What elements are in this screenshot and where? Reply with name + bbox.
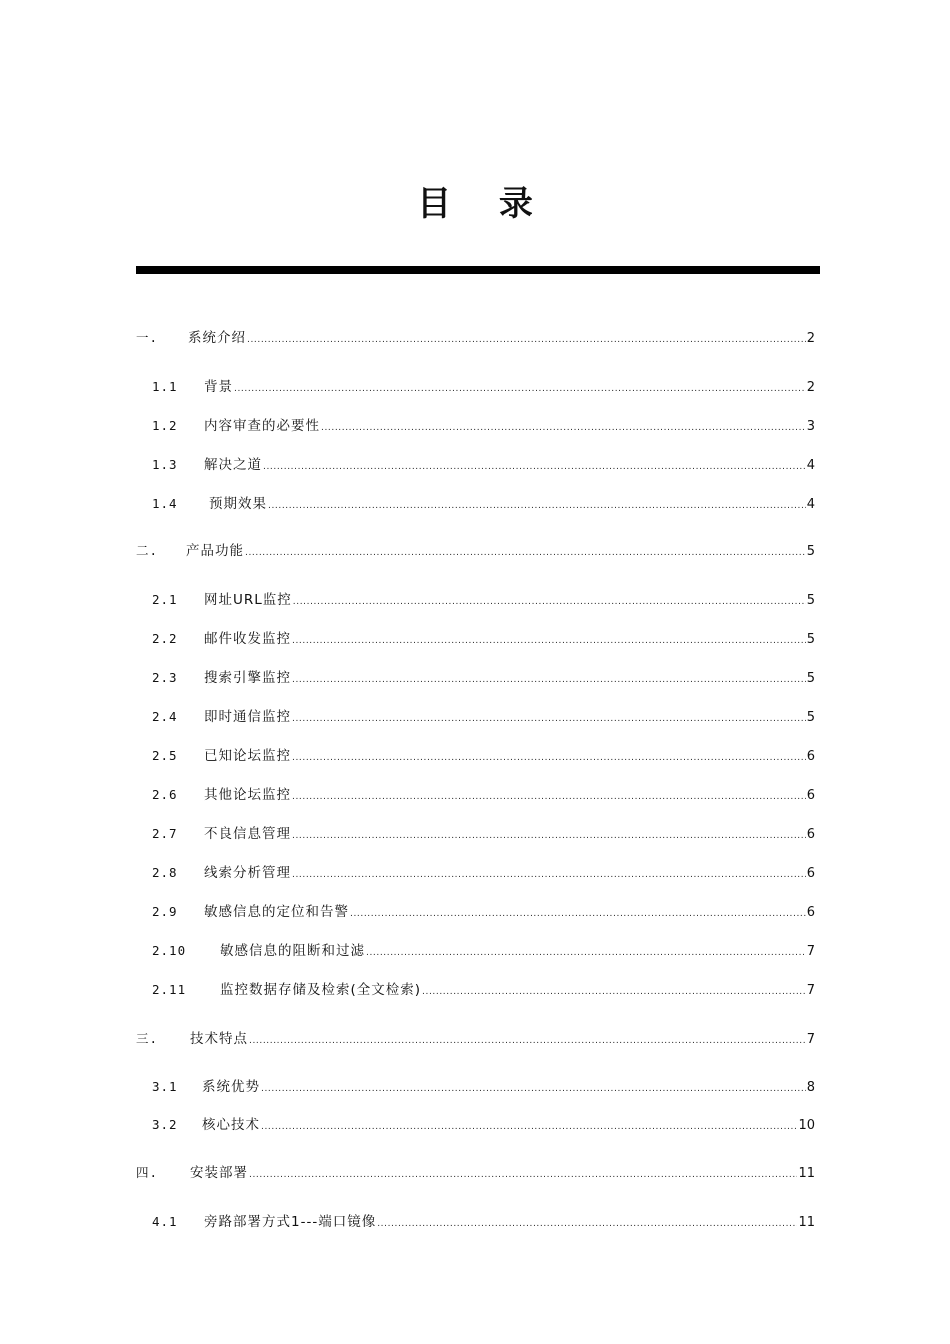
toc-entry[interactable] (136, 328, 815, 348)
toc-entry-page: 7 (806, 1032, 815, 1047)
toc-entry-number: 三. (136, 1031, 159, 1046)
toc-entry-page: 8 (806, 1080, 815, 1095)
toc-entry-number: 2.11 (152, 982, 187, 997)
toc-entry-label: 预期效果 (209, 496, 267, 512)
toc-entry[interactable] (152, 863, 815, 883)
toc-entry[interactable] (152, 455, 815, 475)
toc-entry[interactable] (152, 416, 815, 436)
toc-entry-number: 2.9 (152, 904, 178, 919)
toc-entry-number: 2.5 (152, 748, 178, 763)
toc-entry-number: 3.2 (152, 1117, 178, 1132)
toc-entry-number: 二. (136, 543, 159, 558)
toc-entry-label: 核心技术 (202, 1117, 260, 1133)
dot-leader (249, 1165, 797, 1185)
toc-entry-number: 2.4 (152, 709, 178, 724)
toc-entry-number: 1.3 (152, 457, 178, 472)
toc-entry-number: 1.1 (152, 379, 178, 394)
toc-entry-page: 7 (806, 944, 815, 959)
toc-entry-page: 10 (798, 1118, 815, 1133)
toc-entry-page: 11 (798, 1215, 815, 1230)
toc-entry-label: 解决之道 (204, 457, 262, 473)
toc-entry-page: 6 (806, 788, 815, 803)
toc-entry-label: 产品功能 (186, 543, 244, 559)
toc-entry-number: 2.2 (152, 631, 178, 646)
dot-leader (249, 1031, 806, 1051)
toc-entry-page: 5 (806, 632, 815, 647)
dot-leader (422, 982, 806, 1002)
toc-entry-page: 2 (806, 331, 815, 346)
toc-entry-label: 监控数据存储及检索(全文检索) (220, 982, 422, 998)
toc-entry-page: 5 (806, 671, 815, 686)
toc-entry-page: 4 (806, 497, 815, 512)
dot-leader (263, 457, 806, 477)
toc-title: 目 录 (417, 184, 551, 224)
toc-entry-page: 3 (806, 419, 815, 434)
dot-leader (292, 631, 806, 651)
toc-entry-number: 2.10 (152, 943, 187, 958)
toc-entry[interactable] (152, 902, 815, 922)
toc-entry-number: 2.1 (152, 592, 178, 607)
toc-entry-page: 6 (806, 866, 815, 881)
toc-entry[interactable] (136, 541, 815, 561)
toc-entry-label: 系统介绍 (188, 330, 246, 346)
toc-entry-page: 5 (806, 544, 815, 559)
toc-entry-label: 网址URL监控 (204, 592, 292, 608)
toc-entry-label: 不良信息管理 (204, 826, 291, 842)
dot-leader (292, 826, 806, 846)
toc-entry-label: 敏感信息的定位和告警 (204, 904, 349, 920)
toc-entry[interactable] (152, 629, 815, 649)
dot-leader (366, 943, 806, 963)
dot-leader (292, 787, 806, 807)
toc-entry-number: 4.1 (152, 1214, 178, 1229)
toc-entry[interactable] (152, 941, 815, 961)
toc-entry-number: 一. (136, 330, 159, 345)
dot-leader (292, 748, 806, 768)
dot-leader (245, 543, 806, 563)
toc-entry-label: 技术特点 (190, 1031, 248, 1047)
toc-entry-number: 2.8 (152, 865, 178, 880)
toc-entry-number: 2.3 (152, 670, 178, 685)
toc-entry-label: 已知论坛监控 (204, 748, 291, 764)
toc-entry[interactable] (152, 494, 815, 514)
dot-leader (293, 592, 806, 612)
toc-entry-label: 系统优势 (202, 1079, 260, 1095)
dot-leader (292, 709, 806, 729)
toc-entry[interactable] (152, 377, 815, 397)
toc-entry-label: 邮件收发监控 (204, 631, 291, 647)
dot-leader (247, 330, 806, 350)
toc-entry[interactable] (136, 1029, 815, 1049)
toc-entry[interactable] (152, 590, 815, 610)
toc-entry[interactable] (152, 668, 815, 688)
toc-entry-page: 2 (806, 380, 815, 395)
toc-entry-page: 6 (806, 749, 815, 764)
toc-entry-number: 四. (136, 1165, 159, 1180)
toc-entry[interactable] (152, 1115, 815, 1135)
toc-entry-page: 6 (806, 827, 815, 842)
toc-entry[interactable] (152, 1212, 815, 1232)
toc-entry-page: 7 (806, 983, 815, 998)
dot-leader (268, 496, 806, 516)
toc-entry-number: 3.1 (152, 1079, 178, 1094)
toc-entry-label: 背景 (204, 379, 233, 395)
dot-leader (292, 670, 806, 690)
dot-leader (292, 865, 806, 885)
toc-entry-number: 1.2 (152, 418, 178, 433)
toc-entry-label: 线索分析管理 (204, 865, 291, 881)
toc-entry[interactable] (152, 746, 815, 766)
toc-entry-label: 安装部署 (190, 1165, 248, 1181)
toc-entry[interactable] (136, 1163, 815, 1183)
toc-entry-number: 2.7 (152, 826, 178, 841)
toc-entry-page: 5 (806, 593, 815, 608)
dot-leader (377, 1214, 797, 1234)
toc-entry-label: 敏感信息的阻断和过滤 (220, 943, 365, 959)
title-divider (136, 266, 820, 274)
toc-entry-number: 2.6 (152, 787, 178, 802)
toc-entry-label: 其他论坛监控 (204, 787, 291, 803)
toc-entry[interactable] (152, 824, 815, 844)
dot-leader (350, 904, 806, 924)
toc-entry-page: 4 (806, 458, 815, 473)
toc-entry[interactable] (152, 1077, 815, 1097)
toc-entry[interactable] (152, 980, 815, 1000)
toc-entry-page: 11 (798, 1166, 815, 1181)
dot-leader (261, 1079, 806, 1099)
toc-entry-label: 即时通信监控 (204, 709, 291, 725)
toc-entry-page: 6 (806, 905, 815, 920)
dot-leader (321, 418, 806, 438)
toc-entry[interactable] (152, 785, 815, 805)
toc-entry-label: 旁路部署方式1---端口镜像 (204, 1214, 377, 1230)
toc-entry[interactable] (152, 707, 815, 727)
dot-leader (234, 379, 806, 399)
dot-leader (261, 1117, 797, 1137)
toc-entry-label: 搜索引擎监控 (204, 670, 291, 686)
toc-entry-label: 内容审查的必要性 (204, 418, 320, 434)
toc-entry-page: 5 (806, 710, 815, 725)
toc-entry-number: 1.4 (152, 496, 178, 511)
